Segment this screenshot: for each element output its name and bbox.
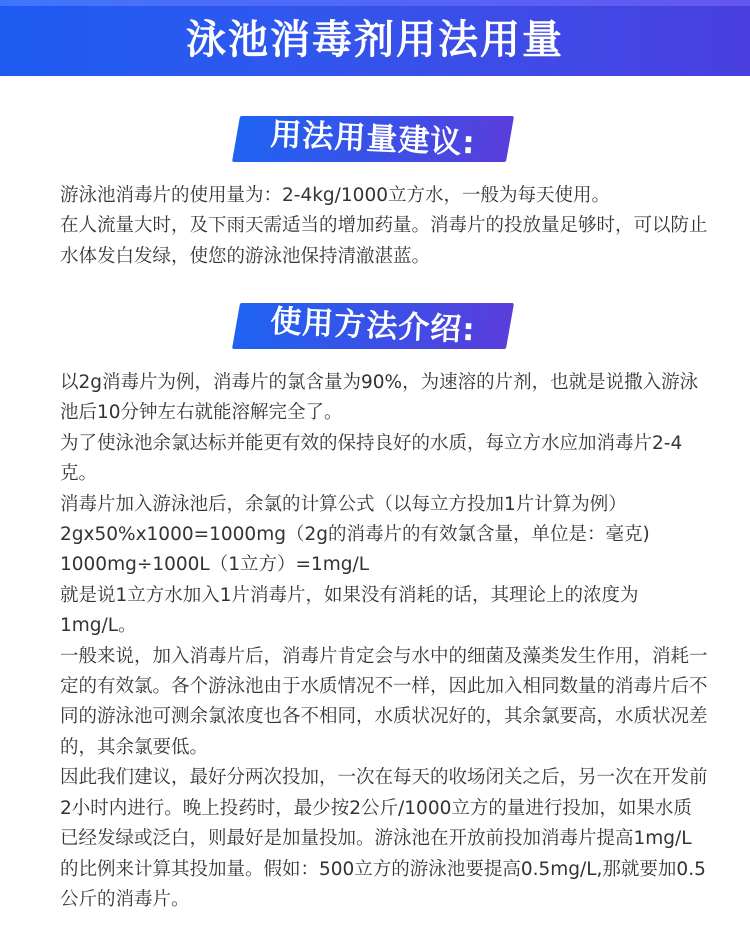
paragraph: 为了使泳池余氯达标并能更有效的保持良好的水质，每立方水应加消毒片2-4克。 (60, 432, 683, 485)
paragraph: 1000mg÷1000L（1立方）=1mg/L (60, 554, 370, 576)
paragraph: 2gx50%x1000=1000mg（2g的消毒片的有效氯含量，单位是：毫克) (60, 524, 650, 546)
section-body-usage-method (60, 368, 708, 915)
page-title: 泳池消毒剂用法用量 (186, 17, 564, 63)
paragraph: 游泳池消毒片的使用量为：2-4kg/1000立方水，一般为每天使用。 (60, 185, 610, 206)
paragraph: 在人流量大时，及下雨天需适当的增加药量。消毒片的投放量足够时，可以防止水体发白发绿，使您的游泳池保持清澈湛蓝。 (60, 215, 708, 267)
heading-text: 用法用量建议: (269, 116, 477, 162)
title-banner (0, 0, 750, 76)
paragraph: 消毒片加入游泳池后，余氯的计算公式（以每立方投加1片计算为例） (60, 493, 627, 515)
paragraph: 以2g消毒片为例，消毒片的氯含量为90%，为速溶的片剂，也就是说撒入游泳池后10分钟左右就能溶解完全了。 (60, 372, 699, 424)
paragraph: 就是说1立方水加入1片消毒片，如果没有消耗的话，其理论上的浓度为1mg/L。 (60, 584, 639, 637)
banner-top-strip (0, 0, 750, 6)
section-heading-usage-method (236, 303, 510, 349)
paragraph: 一般来说，加入消毒片后，消毒片肯定会与水中的细菌及藻类发生作用，消耗一定的有效氯。各个游泳池由于水质情况不一样，因此加入相同数量的消毒片后不同的游泳池可测余氯浓度也各不相同，水质状况好的，其余氯要高，水质状况差的，其余氯要低。 (60, 645, 708, 758)
paragraph: 因此我们建议，最好分两次投加，一次在每天的收场闭关之后，另一次在开发前2小时内进行。晚上投药时，最少按2公斤/1000立方的量进行投加，如果水质已经发绿或泛白，则最好是加量投加。游泳池在开放前投加消毒片提高1mg/L的比例来计算其投加量。假如：500立方的游泳池要提高0.5mg/L,那就要加0.5公斤的消毒片。 (60, 767, 708, 910)
heading-text: 使用方法介绍: (269, 303, 477, 349)
section-heading-usage-dosage (236, 116, 510, 162)
section-body-usage-dosage (60, 181, 708, 272)
